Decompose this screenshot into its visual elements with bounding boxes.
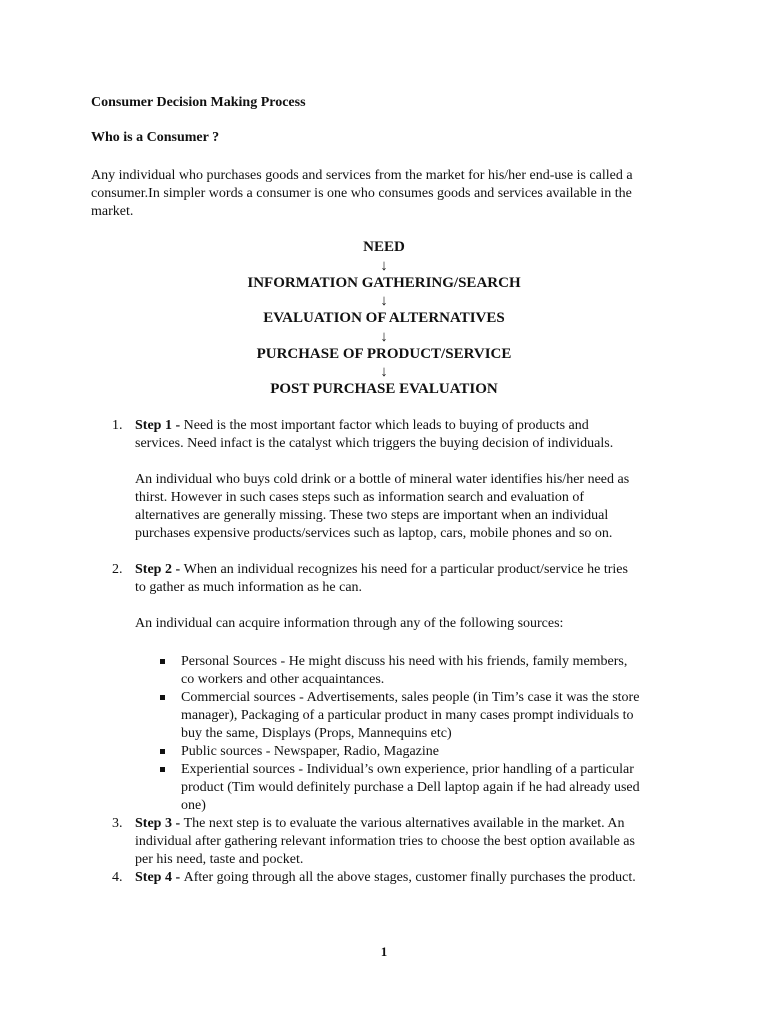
source-item-public bbox=[135, 743, 695, 761]
decision-process-flow bbox=[0, 239, 768, 399]
source-line: product (Tim would definitely purchase a Dell laptop again if he had already used bbox=[181, 780, 640, 795]
step-line: thirst. However in such cases steps such as information search and evaluation of bbox=[135, 490, 585, 505]
step-number: 1. bbox=[112, 418, 123, 433]
source-item-personal bbox=[135, 653, 695, 689]
step-line: individual after gathering relevant information tries to choose the best option available as bbox=[135, 834, 635, 849]
step-line: to gather as much information as he can. bbox=[135, 580, 363, 595]
down-arrow-icon: ↓ bbox=[380, 364, 388, 380]
step-number: 2. bbox=[112, 562, 123, 577]
source-line: one) bbox=[181, 798, 206, 813]
step-item-1 bbox=[0, 417, 768, 543]
flow-stage-information-search: INFORMATION GATHERING/SEARCH bbox=[247, 274, 521, 291]
information-sources-list bbox=[135, 653, 695, 815]
intro-line: consumer.In simpler words a consumer is one who consumes goods and services available in the bbox=[91, 186, 632, 201]
step-line: An individual can acquire information through any of the following sources: bbox=[135, 616, 564, 631]
step-paragraph bbox=[135, 417, 695, 453]
flow-stage-purchase: PURCHASE OF PRODUCT/SERVICE bbox=[256, 345, 512, 362]
step-body bbox=[135, 869, 695, 887]
flow-stage-evaluation: EVALUATION OF ALTERNATIVES bbox=[263, 310, 505, 326]
step-label: Step 3 bbox=[135, 816, 172, 831]
down-arrow-icon: ↓ bbox=[380, 328, 388, 345]
source-line: Experiential sources - Individual’s own experience, prior handling of a particular bbox=[181, 762, 634, 777]
step-separator: - bbox=[171, 870, 184, 885]
intro-line: market. bbox=[91, 204, 134, 219]
step-text: Need is the most important factor which leads to buying of products and bbox=[183, 418, 589, 433]
flow-stage-post-purchase: POST PURCHASE EVALUATION bbox=[270, 381, 498, 397]
down-arrow-icon: ↓ bbox=[380, 257, 388, 274]
step-text: When an individual recognizes his need for a particular product/service he tries bbox=[183, 562, 628, 577]
step-line: alternatives are generally missing. These two steps are important when an individual bbox=[135, 508, 609, 523]
square-bullet-icon bbox=[160, 659, 165, 664]
step-line bbox=[135, 417, 695, 435]
section-heading: Who is a Consumer ? bbox=[91, 130, 220, 145]
source-line: co workers and other acquaintances. bbox=[181, 672, 385, 687]
step-separator: - bbox=[171, 562, 184, 577]
step-line: purchases expensive products/services such as laptop, cars, mobile phones and so on. bbox=[135, 526, 613, 541]
flow-stage-need: NEED bbox=[363, 239, 405, 255]
step-paragraph bbox=[135, 869, 695, 887]
square-bullet-icon bbox=[160, 749, 165, 754]
step-line bbox=[135, 561, 695, 579]
step-number: 3. bbox=[112, 816, 123, 831]
step-item-2 bbox=[0, 561, 768, 815]
source-line: Commercial sources - Advertisements, sales people (in Tim’s case it was the store bbox=[181, 690, 640, 705]
step-line bbox=[135, 815, 695, 833]
step-paragraph bbox=[135, 815, 695, 869]
source-line: Public sources - Newspaper, Radio, Magazine bbox=[181, 744, 439, 759]
step-example-paragraph bbox=[135, 471, 695, 543]
step-sources-intro bbox=[135, 615, 695, 633]
intro-paragraph bbox=[91, 167, 691, 221]
source-line: manager), Packaging of a particular product in many cases prompt individuals to bbox=[181, 708, 634, 723]
step-body bbox=[135, 561, 695, 815]
step-item-3 bbox=[0, 815, 768, 869]
down-arrow-icon: ↓ bbox=[380, 293, 388, 309]
step-separator: - bbox=[171, 418, 184, 433]
step-text: After going through all the above stages, customer finally purchases the product. bbox=[183, 870, 636, 885]
step-number: 4. bbox=[112, 870, 123, 885]
steps-list bbox=[0, 417, 768, 887]
square-bullet-icon bbox=[160, 695, 165, 700]
step-line bbox=[135, 869, 695, 887]
step-body bbox=[135, 417, 695, 543]
step-label: Step 4 bbox=[135, 870, 172, 885]
step-item-4 bbox=[0, 869, 768, 887]
step-label: Step 2 bbox=[135, 562, 172, 577]
step-line: An individual who buys cold drink or a bottle of mineral water identifies his/her need as bbox=[135, 472, 630, 487]
step-line: per his need, taste and pocket. bbox=[135, 852, 304, 867]
page-number: 1 bbox=[380, 944, 388, 959]
document-title: Consumer Decision Making Process bbox=[91, 95, 306, 110]
source-item-experiential bbox=[135, 761, 695, 815]
step-line: services. Need infact is the catalyst which triggers the buying decision of individuals. bbox=[135, 436, 614, 451]
square-bullet-icon bbox=[160, 767, 165, 772]
source-line: buy the same, Displays (Props, Mannequins etc) bbox=[181, 726, 452, 741]
source-item-commercial bbox=[135, 689, 695, 743]
step-label: Step 1 bbox=[135, 418, 172, 433]
step-text: The next step is to evaluate the various alternatives available in the market. An bbox=[183, 816, 625, 831]
source-line: Personal Sources - He might discuss his need with his friends, family members, bbox=[181, 654, 628, 669]
step-body bbox=[135, 815, 695, 869]
intro-line: Any individual who purchases goods and services from the market for his/her end-use is called a bbox=[91, 168, 633, 183]
step-paragraph bbox=[135, 561, 695, 597]
step-separator: - bbox=[171, 816, 184, 831]
